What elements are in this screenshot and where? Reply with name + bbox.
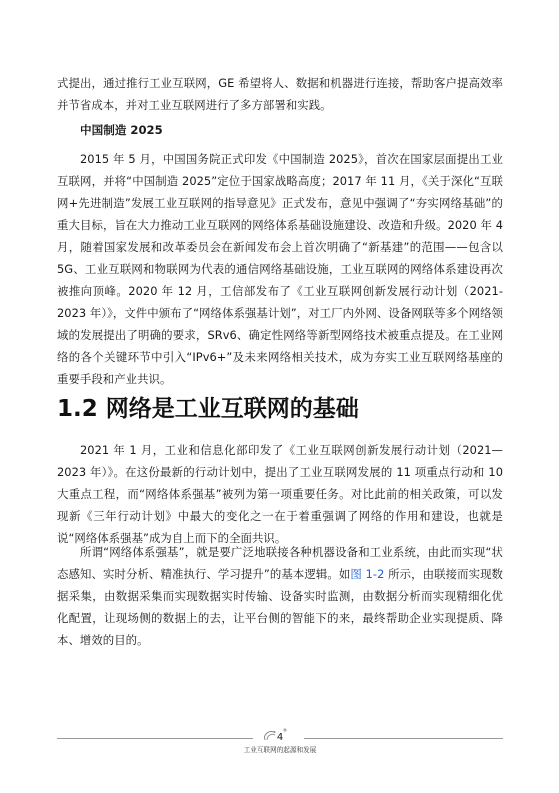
paragraph-text-before-link: 所谓“网络体系强基”，就是要广泛地联接各种机器设备和工业系统，由此而实现“状态感知、实时分析、精准执行、学习提升”的基本逻辑。如 — [57, 545, 503, 581]
paragraph-ge-intro: 式提出，通过推行工业互联网，GE 希望将人、数据和机器进行连接，帮助客户提高效率并节省成本，并对工业互联网进行了多方部署和实践。 — [57, 76, 503, 112]
figure-reference-link[interactable]: 图 1-2 — [350, 567, 385, 581]
footer-rule-right — [304, 738, 503, 739]
paragraph-network-strengthening — [57, 541, 503, 651]
paragraph-text-after-link: 所示，由联接而实现数据采集，由数据采集而实现数据实时传输、设备实时监测，由数据分析而实现精细化优化配置，让现场侧的数据上的去，让平台侧的智能下的来，最终帮助企业实现提质、降本、增效的目的。 — [57, 567, 503, 647]
running-footer-title: 工业互联网的起源和发展 — [243, 746, 317, 754]
paragraph-made-in-china-2025: 2015 年 5 月，中国国务院正式印发《中国制造 2025》，首次在国家层面提出工业互联网，并将“中国制造 2025”定位于国家战略高度；2017 年 11 月，《关于深化“互联网+先进制造”发展工业互联网的指导意见》正式发布，意见中强调了“夯实网络基础”的重大目标，旨在大力推动工业互联网的网络体系基础设施建设、改造和升级。2020 年 4 月，随着国家发展和改革委员会在新闻发布会上首次明确了“新基建”的范围——包含以 5G、工业互联网和物联网为代表的通信网络基础设施，工业互联网的网络体系建设再次被推向顶峰。2020 年 12 月，工信部发布了《工业互联网创新发展行动计划（2021-2023 年）》，文件中颁布了“网络体系强基计划”，对工厂内外网、设备网联等多个网络领域的发展提出了明确的要求，SRv6、确定性网络等新型网络技术被重点提及。在工业网络的各个关键环节中引入“IPv6+”及未来网络相关技术，成为夯实工业互联网络基座的重要手段和产业共识。 — [57, 152, 503, 386]
footer-rule-left — [57, 738, 253, 739]
section-heading: 1.2 网络是工业互联网的基础 — [57, 396, 359, 422]
page-number: 4 — [276, 732, 284, 743]
paragraph-action-plan: 2021 年 1 月，工业和信息化部印发了《工业互联网创新发展行动计划（2021—2023 年）》。在这份最新的行动计划中，提出了工业互联网发展的 11 项重点行动和 10 大重点工程，而“网络体系强基”被列为第一项重要任务。对比此前的相关政策，可以发现新《三年行动计划》中最大的变化之一在于着重强调了网络的作用和建设，也就是说“网络体系强基”成为自上而下的全面共识。 — [57, 443, 503, 545]
subsection-heading: 中国制造 2025 — [80, 123, 163, 137]
